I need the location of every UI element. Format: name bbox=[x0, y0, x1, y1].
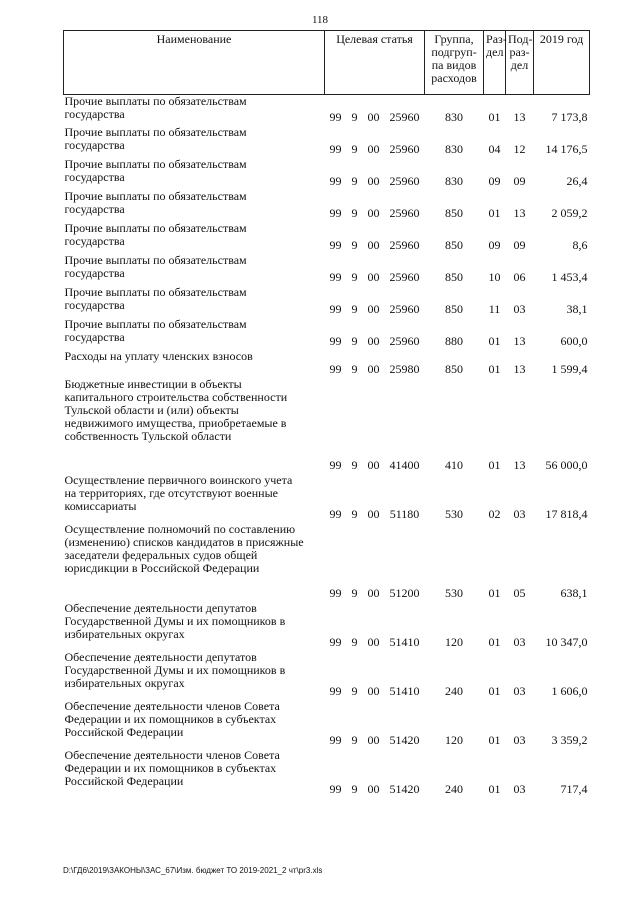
target-code-program: 99 bbox=[329, 269, 342, 284]
expense-group: 850 bbox=[445, 301, 464, 316]
table-row bbox=[64, 350, 590, 378]
target-code-subprogram: 9 bbox=[351, 361, 358, 376]
row-name: Прочие выплаты по обязательствам государства bbox=[64, 124, 247, 152]
header-year: 2019 год bbox=[534, 31, 590, 95]
target-code-main: 00 bbox=[367, 237, 380, 252]
expense-group: 830 bbox=[445, 173, 464, 188]
table-row bbox=[64, 651, 590, 700]
subsection: 03 bbox=[513, 634, 526, 649]
amount-2019: 2 059,2 bbox=[551, 205, 588, 220]
header-target: Целевая статья bbox=[325, 31, 425, 95]
amount-2019: 1 599,4 bbox=[551, 361, 588, 376]
target-code-direction: 25960 bbox=[389, 237, 420, 252]
subsection: 09 bbox=[513, 173, 526, 188]
target-code-main: 00 bbox=[367, 732, 380, 747]
target-code-direction: 25960 bbox=[389, 173, 420, 188]
target-code-program: 99 bbox=[329, 361, 342, 376]
amount-2019: 717,4 bbox=[560, 781, 588, 796]
subsection: 03 bbox=[513, 732, 526, 747]
target-code-subprogram: 9 bbox=[351, 457, 358, 472]
amount-2019: 8,6 bbox=[572, 237, 588, 252]
amount-2019: 3 359,2 bbox=[551, 732, 588, 747]
table-row bbox=[64, 286, 590, 318]
table-row bbox=[64, 749, 590, 798]
target-code-subprogram: 9 bbox=[351, 301, 358, 316]
target-code-direction: 25960 bbox=[389, 109, 420, 124]
amount-2019: 38,1 bbox=[566, 301, 588, 316]
expense-group: 530 bbox=[445, 506, 464, 521]
target-code-direction: 25960 bbox=[389, 333, 420, 348]
target-code-direction: 51410 bbox=[389, 683, 420, 698]
row-name: Прочие выплаты по обязательствам государства bbox=[64, 316, 247, 344]
target-code-subprogram: 9 bbox=[351, 781, 358, 796]
target-code-main: 00 bbox=[367, 173, 380, 188]
target-code-direction: 25960 bbox=[389, 269, 420, 284]
subsection: 13 bbox=[513, 361, 526, 376]
amount-2019: 17 818,4 bbox=[545, 506, 588, 521]
section: 01 bbox=[488, 361, 501, 376]
row-name: Прочие выплаты по обязательствам государства bbox=[64, 94, 247, 121]
target-code-program: 99 bbox=[329, 506, 342, 521]
subsection: 03 bbox=[513, 683, 526, 698]
section: 01 bbox=[488, 205, 501, 220]
expense-group: 830 bbox=[445, 109, 464, 124]
target-code-program: 99 bbox=[329, 141, 342, 156]
target-code-direction: 51420 bbox=[389, 781, 420, 796]
header-section: Раз-дел bbox=[484, 31, 506, 95]
target-code-direction: 51180 bbox=[389, 506, 420, 521]
expense-group: 530 bbox=[445, 585, 464, 600]
target-code-program: 99 bbox=[329, 585, 342, 600]
target-code-direction: 25980 bbox=[389, 361, 420, 376]
table-row bbox=[64, 158, 590, 190]
row-name: Прочие выплаты по обязательствам государства bbox=[64, 220, 247, 248]
row-name: Прочие выплаты по обязательствам государства bbox=[64, 156, 247, 184]
target-code-program: 99 bbox=[329, 333, 342, 348]
target-code-main: 00 bbox=[367, 269, 380, 284]
target-code-direction: 25960 bbox=[389, 205, 420, 220]
amount-2019: 10 347,0 bbox=[545, 634, 588, 649]
row-name: Расходы на уплату членских взносов bbox=[64, 348, 253, 363]
expense-group: 850 bbox=[445, 205, 464, 220]
target-code-main: 00 bbox=[367, 361, 380, 376]
target-code-subprogram: 9 bbox=[351, 634, 358, 649]
table-row bbox=[64, 523, 590, 602]
section: 04 bbox=[488, 141, 501, 156]
expense-group: 880 bbox=[445, 333, 464, 348]
target-code-direction: 51420 bbox=[389, 732, 420, 747]
target-code-program: 99 bbox=[329, 634, 342, 649]
subsection: 03 bbox=[513, 506, 526, 521]
table-row bbox=[64, 378, 590, 474]
row-name: Прочие выплаты по обязательствам государства bbox=[64, 252, 247, 280]
budget-table bbox=[63, 30, 590, 798]
target-code-main: 00 bbox=[367, 301, 380, 316]
row-name: Прочие выплаты по обязательствам государства bbox=[64, 284, 247, 312]
row-name: Обеспечение деятельности членов Совета Федерации и их помощников в субъектах Российской Федерации bbox=[64, 698, 280, 739]
target-code-main: 00 bbox=[367, 109, 380, 124]
table-row bbox=[64, 700, 590, 749]
expense-group: 120 bbox=[445, 732, 464, 747]
section: 10 bbox=[488, 269, 501, 284]
target-code-program: 99 bbox=[329, 237, 342, 252]
table-row bbox=[64, 318, 590, 350]
footer-file-path: D:\ГД6\2019\ЗАКОНЫ\ЗАС_67\Изм. бюджет ТО 2019-2021_2 чт\pr3.xls bbox=[63, 866, 323, 875]
target-code-subprogram: 9 bbox=[351, 173, 358, 188]
table-row bbox=[64, 190, 590, 222]
table-row bbox=[64, 222, 590, 254]
target-code-subprogram: 9 bbox=[351, 109, 358, 124]
section: 01 bbox=[488, 634, 501, 649]
target-code-direction: 41400 bbox=[389, 457, 420, 472]
amount-2019: 600,0 bbox=[560, 333, 588, 348]
section: 09 bbox=[488, 173, 501, 188]
target-code-subprogram: 9 bbox=[351, 237, 358, 252]
target-code-subprogram: 9 bbox=[351, 269, 358, 284]
expense-group: 240 bbox=[445, 781, 464, 796]
section: 02 bbox=[488, 506, 501, 521]
row-name: Прочие выплаты по обязательствам государства bbox=[64, 188, 247, 216]
amount-2019: 1 606,0 bbox=[551, 683, 588, 698]
header-subsection: Под-раз-дел bbox=[506, 31, 534, 95]
target-code-subprogram: 9 bbox=[351, 585, 358, 600]
section: 01 bbox=[488, 683, 501, 698]
target-code-main: 00 bbox=[367, 457, 380, 472]
target-code-program: 99 bbox=[329, 109, 342, 124]
target-code-subprogram: 9 bbox=[351, 683, 358, 698]
subsection: 12 bbox=[513, 141, 526, 156]
target-code-program: 99 bbox=[329, 781, 342, 796]
amount-2019: 1 453,4 bbox=[551, 269, 588, 284]
section: 01 bbox=[488, 109, 501, 124]
table-row bbox=[64, 602, 590, 651]
table-row bbox=[64, 474, 590, 523]
target-code-main: 00 bbox=[367, 205, 380, 220]
subsection: 13 bbox=[513, 333, 526, 348]
subsection: 13 bbox=[513, 109, 526, 124]
expense-group: 850 bbox=[445, 361, 464, 376]
target-code-main: 00 bbox=[367, 506, 380, 521]
header-group: Группа, подгруп-па видов расходов bbox=[425, 31, 484, 95]
expense-group: 410 bbox=[445, 457, 464, 472]
target-code-main: 00 bbox=[367, 634, 380, 649]
amount-2019: 56 000,0 bbox=[545, 457, 588, 472]
section: 01 bbox=[488, 457, 501, 472]
target-code-direction: 51200 bbox=[389, 585, 420, 600]
expense-group: 850 bbox=[445, 269, 464, 284]
subsection: 03 bbox=[513, 781, 526, 796]
amount-2019: 26,4 bbox=[566, 173, 588, 188]
target-code-main: 00 bbox=[367, 141, 380, 156]
target-code-main: 00 bbox=[367, 585, 380, 600]
row-name: Обеспечение деятельности депутатов Государственной Думы и их помощников в избирательных округах bbox=[64, 649, 286, 690]
target-code-subprogram: 9 bbox=[351, 732, 358, 747]
subsection: 13 bbox=[513, 205, 526, 220]
target-code-program: 99 bbox=[329, 683, 342, 698]
table-row bbox=[64, 95, 590, 126]
target-code-direction: 25960 bbox=[389, 141, 420, 156]
subsection: 09 bbox=[513, 237, 526, 252]
target-code-main: 00 bbox=[367, 683, 380, 698]
row-name: Осуществление полномочий по составлению (изменению) списков кандидатов в присяжные заседатели федеральных судов общей юрисдикции в Российской Федерации bbox=[64, 521, 304, 575]
target-code-subprogram: 9 bbox=[351, 141, 358, 156]
target-code-subprogram: 9 bbox=[351, 506, 358, 521]
amount-2019: 7 173,8 bbox=[551, 109, 588, 124]
section: 01 bbox=[488, 732, 501, 747]
target-code-direction: 51410 bbox=[389, 634, 420, 649]
row-name: Обеспечение деятельности депутатов Государственной Думы и их помощников в избирательных округах bbox=[64, 600, 286, 641]
target-code-program: 99 bbox=[329, 301, 342, 316]
section: 09 bbox=[488, 237, 501, 252]
subsection: 03 bbox=[513, 301, 526, 316]
target-code-main: 00 bbox=[367, 333, 380, 348]
subsection: 05 bbox=[513, 585, 526, 600]
table-row bbox=[64, 126, 590, 158]
target-code-program: 99 bbox=[329, 457, 342, 472]
target-code-main: 00 bbox=[367, 781, 380, 796]
row-name: Обеспечение деятельности членов Совета Федерации и их помощников в субъектах Российской Федерации bbox=[64, 747, 280, 788]
target-code-subprogram: 9 bbox=[351, 205, 358, 220]
target-code-program: 99 bbox=[329, 732, 342, 747]
expense-group: 240 bbox=[445, 683, 464, 698]
row-name: Осуществление первичного воинского учета на территориях, где отсутствуют военные комиссариаты bbox=[64, 472, 293, 513]
expense-group: 830 bbox=[445, 141, 464, 156]
table-row bbox=[64, 254, 590, 286]
subsection: 13 bbox=[513, 457, 526, 472]
section: 11 bbox=[488, 301, 501, 316]
subsection: 06 bbox=[513, 269, 526, 284]
target-code-subprogram: 9 bbox=[351, 333, 358, 348]
section: 01 bbox=[488, 781, 501, 796]
amount-2019: 638,1 bbox=[560, 585, 588, 600]
row-name: Бюджетные инвестиции в объекты капитального строительства собственности Тульской области и (или) объекты недвижимого имущества, приобретаемые в собственность Тульской области bbox=[64, 376, 288, 443]
page-number: 118 bbox=[311, 14, 329, 26]
target-code-program: 99 bbox=[329, 173, 342, 188]
target-code-direction: 25960 bbox=[389, 301, 420, 316]
expense-group: 850 bbox=[445, 237, 464, 252]
section: 01 bbox=[488, 333, 501, 348]
amount-2019: 14 176,5 bbox=[545, 141, 588, 156]
section: 01 bbox=[488, 585, 501, 600]
header-name: Наименование bbox=[64, 31, 325, 95]
expense-group: 120 bbox=[445, 634, 464, 649]
target-code-program: 99 bbox=[329, 205, 342, 220]
